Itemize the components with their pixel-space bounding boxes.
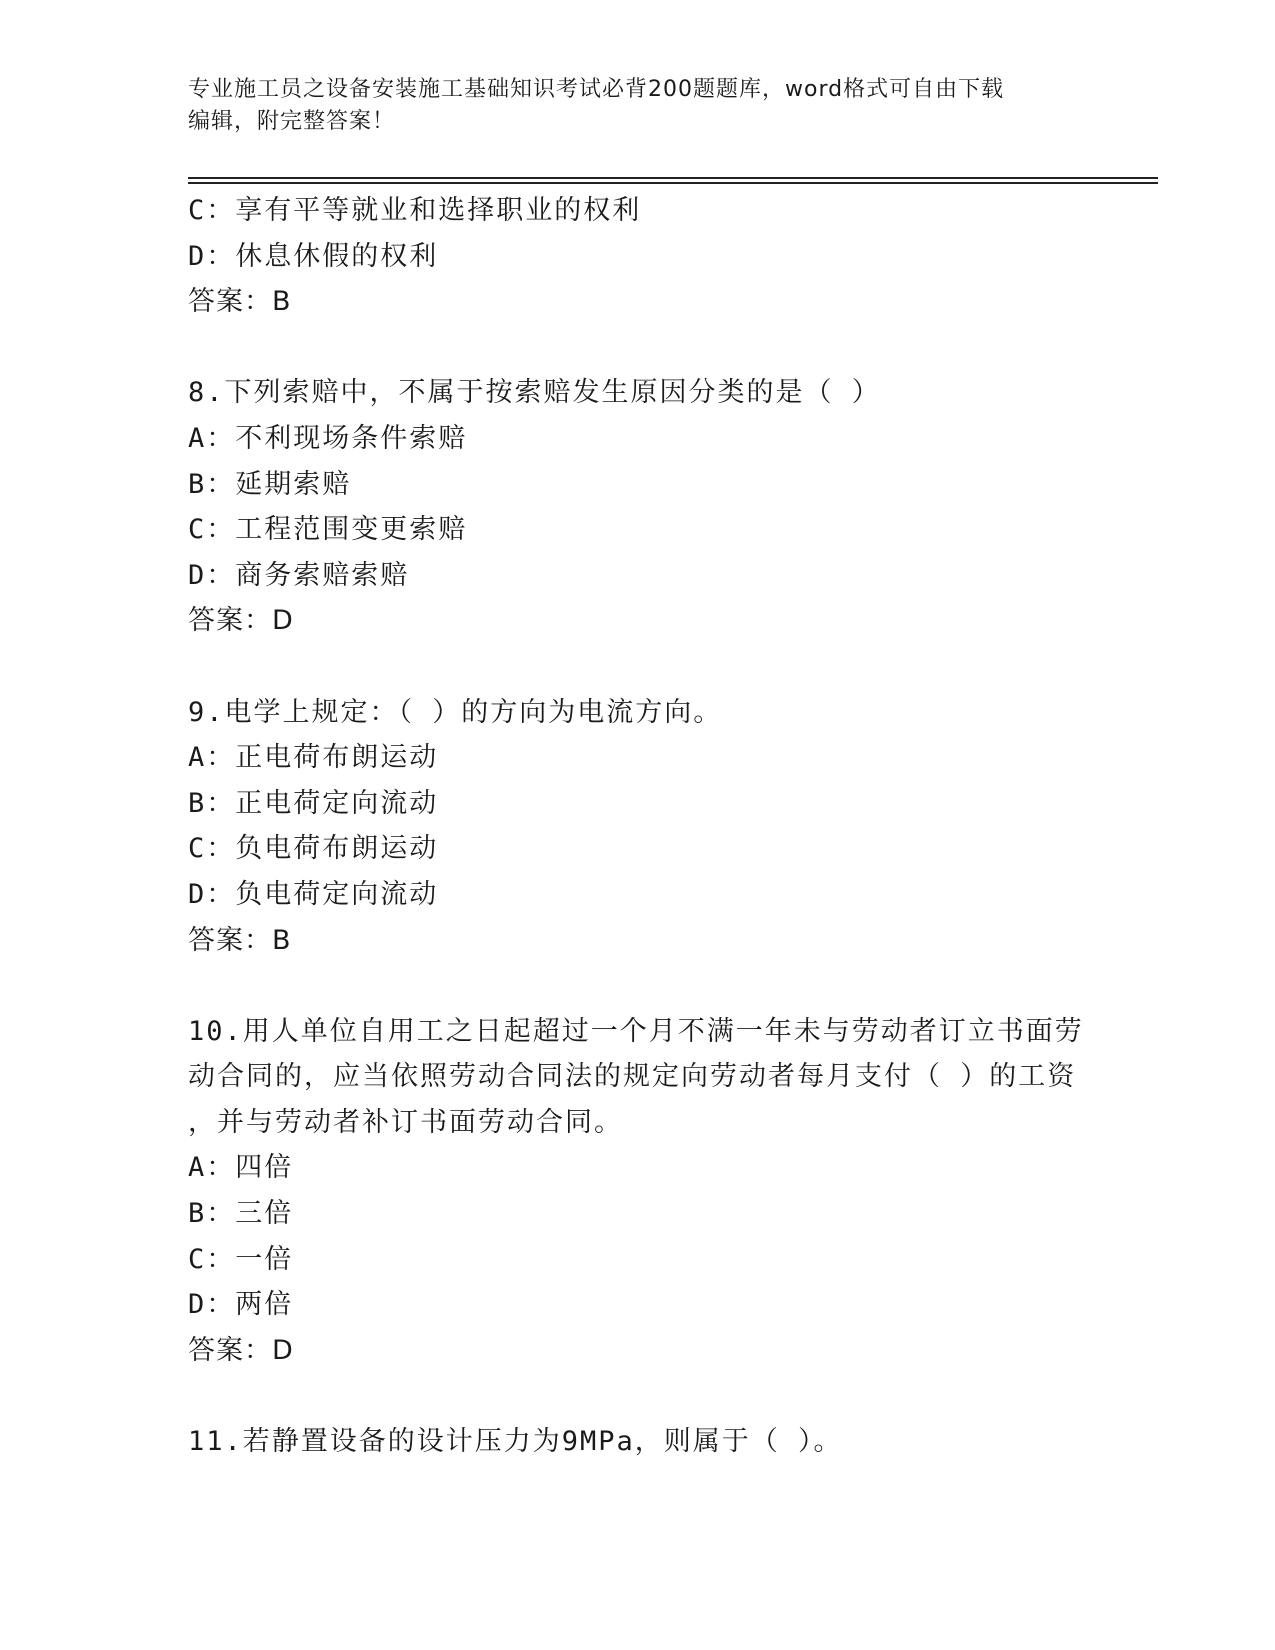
option-a: A：四倍 — [188, 1152, 294, 1184]
option-b: B：正电荷定向流动 — [188, 787, 439, 819]
option-c: C：享有平等就业和选择职业的权利 — [188, 195, 642, 226]
answer: 答案：D — [188, 1334, 294, 1366]
option-d: D：负电荷定向流动 — [188, 878, 439, 910]
question-9 — [188, 690, 1088, 964]
header-line-2: 编辑，附完整答案！ — [188, 109, 396, 134]
option-d: D：商务索赔索赔 — [188, 559, 410, 591]
answer: 答案：B — [188, 924, 292, 956]
option-c: C：一倍 — [188, 1243, 294, 1275]
option-b: B：三倍 — [188, 1198, 294, 1230]
question-stem: 8.下列索赔中，不属于按索赔发生原因分类的是（ ） — [188, 377, 881, 409]
question-7-tail — [188, 188, 1088, 325]
question-stem: 11.若静置设备的设计压力为9MPa，则属于（ ）。 — [188, 1426, 843, 1458]
option-a: A：正电荷布朗运动 — [188, 742, 439, 774]
question-stem-line-2: 动合同的，应当依照劳动合同法的规定向劳动者每月支付（ ）的工资 — [188, 1061, 1077, 1093]
question-10 — [188, 1009, 1088, 1374]
option-a: A：不利现场条件索赔 — [188, 422, 468, 454]
answer: 答案：B — [188, 286, 292, 318]
question-stem: 9.电学上规定：（ ）的方向为电流方向。 — [188, 696, 723, 728]
question-11 — [188, 1419, 1088, 1465]
document-header — [188, 74, 1088, 138]
option-d: D：休息休假的权利 — [188, 240, 439, 272]
option-b: B：延期索赔 — [188, 468, 352, 500]
option-c: C：工程范围变更索赔 — [188, 514, 468, 546]
question-8 — [188, 370, 1088, 644]
header-rule-bottom — [188, 182, 1158, 184]
header-rule-top — [188, 177, 1158, 179]
option-c: C：负电荷布朗运动 — [188, 833, 439, 865]
question-stem-line-3: ，并与劳动者补订书面劳动合同。 — [188, 1106, 623, 1138]
header-line-1: 专业施工员之设备安装施工基础知识考试必背200题题库，word格式可自由下载 — [188, 77, 1005, 102]
option-d: D：两倍 — [188, 1289, 294, 1321]
question-list — [188, 188, 1088, 1465]
answer: 答案：D — [188, 605, 294, 637]
question-stem-line-1: 10.用人单位自用工之日起超过一个月不满一年未与劳动者订立书面劳 — [188, 1015, 1084, 1047]
